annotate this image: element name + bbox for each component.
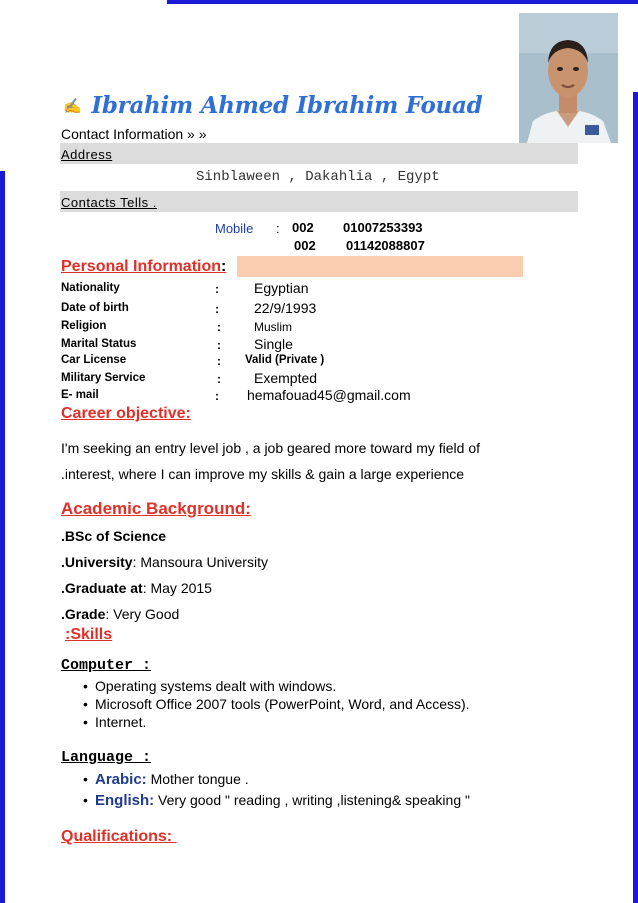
academic-background-heading-text: Academic Background: [61, 499, 246, 518]
dob-label: Date of birth: [61, 302, 129, 314]
email-value[interactable]: hemafouad45@gmail.com: [247, 387, 411, 403]
academic-grade: [61, 606, 179, 622]
nationality-label: Nationality: [61, 282, 120, 294]
university-value: : Mansoura University: [132, 554, 268, 570]
computer-skill-text: Microsoft Office 2007 tools (PowerPoint, Word, and Access).: [95, 696, 470, 712]
bullet-icon: •: [83, 771, 88, 787]
computer-skill-text: Operating systems dealt with windows.: [95, 678, 337, 694]
language-level: Mother tongue .: [146, 771, 249, 787]
car-license-label: Car License: [61, 354, 127, 366]
religion-value: Muslim: [254, 320, 292, 334]
computer-skill-item: [83, 714, 146, 730]
military-service-colon: :: [217, 372, 221, 386]
academic-degree: .BSc of Science: [61, 528, 167, 544]
military-service-value: Exempted: [254, 370, 318, 386]
dob-value: 22/9/1993: [254, 300, 317, 316]
skills-heading: :Skills: [65, 626, 113, 643]
religion-label: Religion: [61, 320, 107, 332]
writing-hand-icon: ✍: [63, 97, 82, 115]
academic-background-heading-colon: :: [245, 499, 251, 518]
university-label: .University: [61, 554, 133, 570]
address-label: Address: [61, 147, 113, 162]
phone-2-number: 01142088807: [346, 238, 425, 253]
car-license-colon: :: [217, 354, 221, 368]
academic-graduation: [61, 580, 212, 596]
grade-value: : Very Good: [105, 606, 180, 622]
address-value: Sinblaween , Dakahlia , Egypt: [196, 169, 440, 185]
language-name: Arabic:: [95, 771, 147, 788]
left-accent-bar: [0, 171, 5, 903]
graduate-value: : May 2015: [142, 580, 212, 596]
profile-photo: [519, 13, 618, 143]
personal-info-heading-colon: :: [221, 258, 227, 275]
marital-status-value: Single: [254, 336, 293, 352]
bullet-icon: •: [83, 678, 88, 694]
personal-info-highlight: [237, 256, 523, 277]
name-text: Ibrahim Ahmed Ibrahim Fouad: [91, 92, 483, 119]
language-heading: Language :: [61, 749, 152, 766]
career-objective-line-2: .interest, where I can improve my skills & gain a large experience: [61, 466, 465, 482]
language-level: Very good " reading , writing ,listening& speaking ": [154, 792, 470, 808]
email-colon: :: [215, 389, 219, 403]
mobile-label: Mobile: [215, 221, 254, 236]
top-accent-bar: [167, 0, 638, 4]
phone-2-code: 002: [294, 238, 316, 253]
marital-status-colon: :: [217, 338, 221, 352]
language-name: English:: [95, 792, 155, 809]
car-license-value: Valid (Private ): [245, 354, 325, 366]
career-objective-line-1: I'm seeking an entry level job , a job geared more toward my field of: [61, 440, 480, 456]
marital-status-label: Marital Status: [61, 338, 137, 350]
contacts-label: Contacts Tells .: [61, 195, 157, 210]
nationality-value: Egyptian: [254, 280, 309, 296]
bullet-icon: •: [83, 714, 88, 730]
academic-university: [61, 554, 268, 570]
language-item: [83, 792, 470, 809]
bullet-icon: •: [83, 792, 88, 808]
personal-info-heading: [61, 258, 226, 276]
contacts-band: [60, 191, 578, 212]
academic-background-heading: [61, 499, 251, 519]
computer-skill-item: [83, 696, 470, 712]
address-band: [60, 143, 578, 164]
phone-1-number: 01007253393: [343, 220, 423, 235]
language-item: [83, 771, 249, 788]
dob-colon: :: [215, 302, 219, 316]
grade-label: .Grade: [61, 606, 106, 622]
military-service-label: Military Service: [61, 372, 146, 384]
mobile-colon: :: [276, 221, 280, 236]
email-label: E- mail: [61, 389, 99, 401]
computer-skill-text: Internet.: [95, 714, 147, 730]
religion-colon: :: [217, 320, 221, 334]
career-objective-heading: Career objective:: [61, 405, 191, 422]
computer-heading: Computer :: [61, 657, 152, 674]
qualifications-heading: Qualifications:: [61, 828, 177, 845]
computer-skill-item: [83, 678, 336, 694]
personal-info-heading-text: Personal Information: [61, 258, 222, 275]
candidate-name: [63, 92, 482, 119]
bullet-icon: •: [83, 696, 88, 712]
right-accent-bar: [633, 92, 638, 903]
contact-information-label: Contact Information » »: [61, 126, 207, 142]
phone-1-code: 002: [292, 220, 314, 235]
graduate-label: .Graduate at: [61, 580, 143, 596]
nationality-colon: :: [215, 282, 219, 296]
